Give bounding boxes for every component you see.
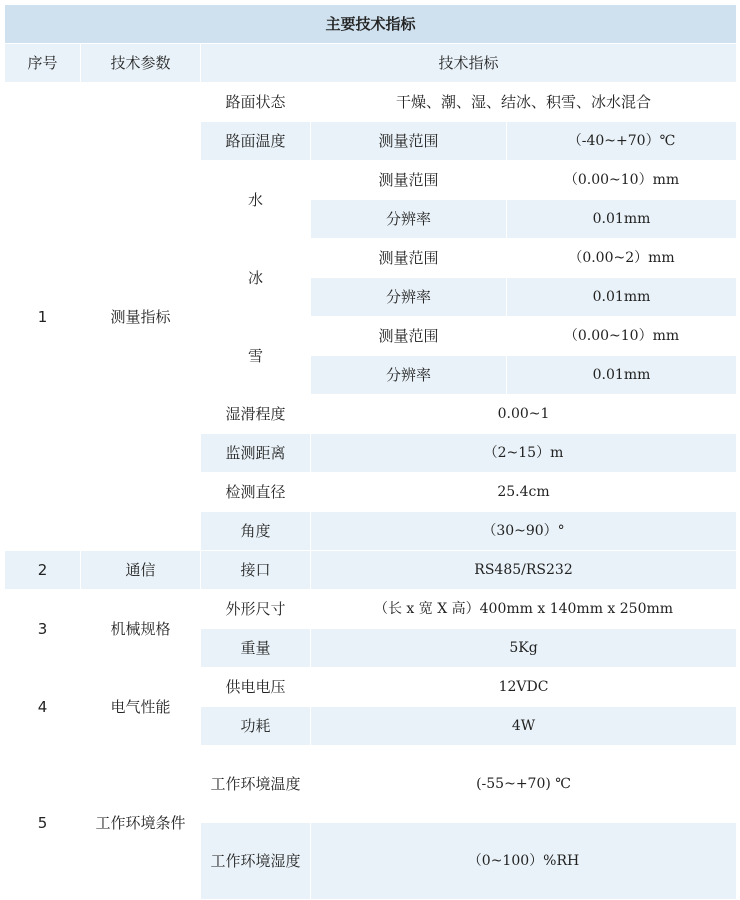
param-value: （-40~+70）℃ <box>507 122 737 161</box>
param-value: 25.4cm <box>311 473 737 512</box>
group-index: 2 <box>5 551 81 590</box>
table-row <box>5 746 737 823</box>
group-name: 电气性能 <box>81 668 201 746</box>
param-label: 水 <box>201 161 311 239</box>
param-value: 0.01mm <box>507 356 737 395</box>
param-label: 工作环境温度 <box>201 746 311 823</box>
table-title: 主要技术指标 <box>5 5 737 44</box>
param-value: 12VDC <box>311 668 737 707</box>
header-index: 序号 <box>5 44 81 83</box>
param-value: （30~90）° <box>311 512 737 551</box>
group-index: 5 <box>5 746 81 900</box>
param-sub-label: 分辨率 <box>311 278 507 317</box>
table-row <box>5 590 737 629</box>
param-label: 冰 <box>201 239 311 317</box>
param-value: 0.00~1 <box>311 395 737 434</box>
param-sub-label: 测量范围 <box>311 317 507 356</box>
param-sub-label: 分辨率 <box>311 200 507 239</box>
group-name: 测量指标 <box>81 83 201 551</box>
spec-table <box>4 4 737 900</box>
param-value: （0.00~2）mm <box>507 239 737 278</box>
table-row <box>5 551 737 590</box>
header-spec: 技术指标 <box>201 44 737 83</box>
param-label: 接口 <box>201 551 311 590</box>
param-label: 检测直径 <box>201 473 311 512</box>
group-name: 工作环境条件 <box>81 746 201 900</box>
param-sub-label: 测量范围 <box>311 239 507 278</box>
param-value: 5Kg <box>311 629 737 668</box>
param-label: 重量 <box>201 629 311 668</box>
param-sub-label: 测量范围 <box>311 122 507 161</box>
param-value: RS485/RS232 <box>311 551 737 590</box>
param-value: 4W <box>311 707 737 746</box>
table-row <box>5 83 737 122</box>
group-name: 机械规格 <box>81 590 201 668</box>
param-label: 监测距离 <box>201 434 311 473</box>
table-row <box>5 668 737 707</box>
param-label: 功耗 <box>201 707 311 746</box>
param-value: 干燥、潮、湿、结冰、积雪、冰水混合 <box>311 83 737 122</box>
param-label: 路面状态 <box>201 83 311 122</box>
table-title-row <box>5 5 737 44</box>
param-label: 湿滑程度 <box>201 395 311 434</box>
group-index: 4 <box>5 668 81 746</box>
param-value: 0.01mm <box>507 200 737 239</box>
param-value: （2~15）m <box>311 434 737 473</box>
param-sub-label: 分辨率 <box>311 356 507 395</box>
param-label: 路面温度 <box>201 122 311 161</box>
param-label: 供电电压 <box>201 668 311 707</box>
param-label: 工作环境湿度 <box>201 823 311 900</box>
group-name: 通信 <box>81 551 201 590</box>
param-label: 外形尺寸 <box>201 590 311 629</box>
param-value: (-55~+70) ℃ <box>311 746 737 823</box>
param-sub-label: 测量范围 <box>311 161 507 200</box>
group-index: 1 <box>5 83 81 551</box>
param-label: 角度 <box>201 512 311 551</box>
param-value: （0~100）%RH <box>311 823 737 900</box>
param-label: 雪 <box>201 317 311 395</box>
group-index: 3 <box>5 590 81 668</box>
param-value: （长 x 宽 X 高）400mm x 140mm x 250mm <box>311 590 737 629</box>
table-header-row <box>5 44 737 83</box>
param-value: （0.00~10）mm <box>507 317 737 356</box>
header-param: 技术参数 <box>81 44 201 83</box>
param-value: 0.01mm <box>507 278 737 317</box>
param-value: （0.00~10）mm <box>507 161 737 200</box>
